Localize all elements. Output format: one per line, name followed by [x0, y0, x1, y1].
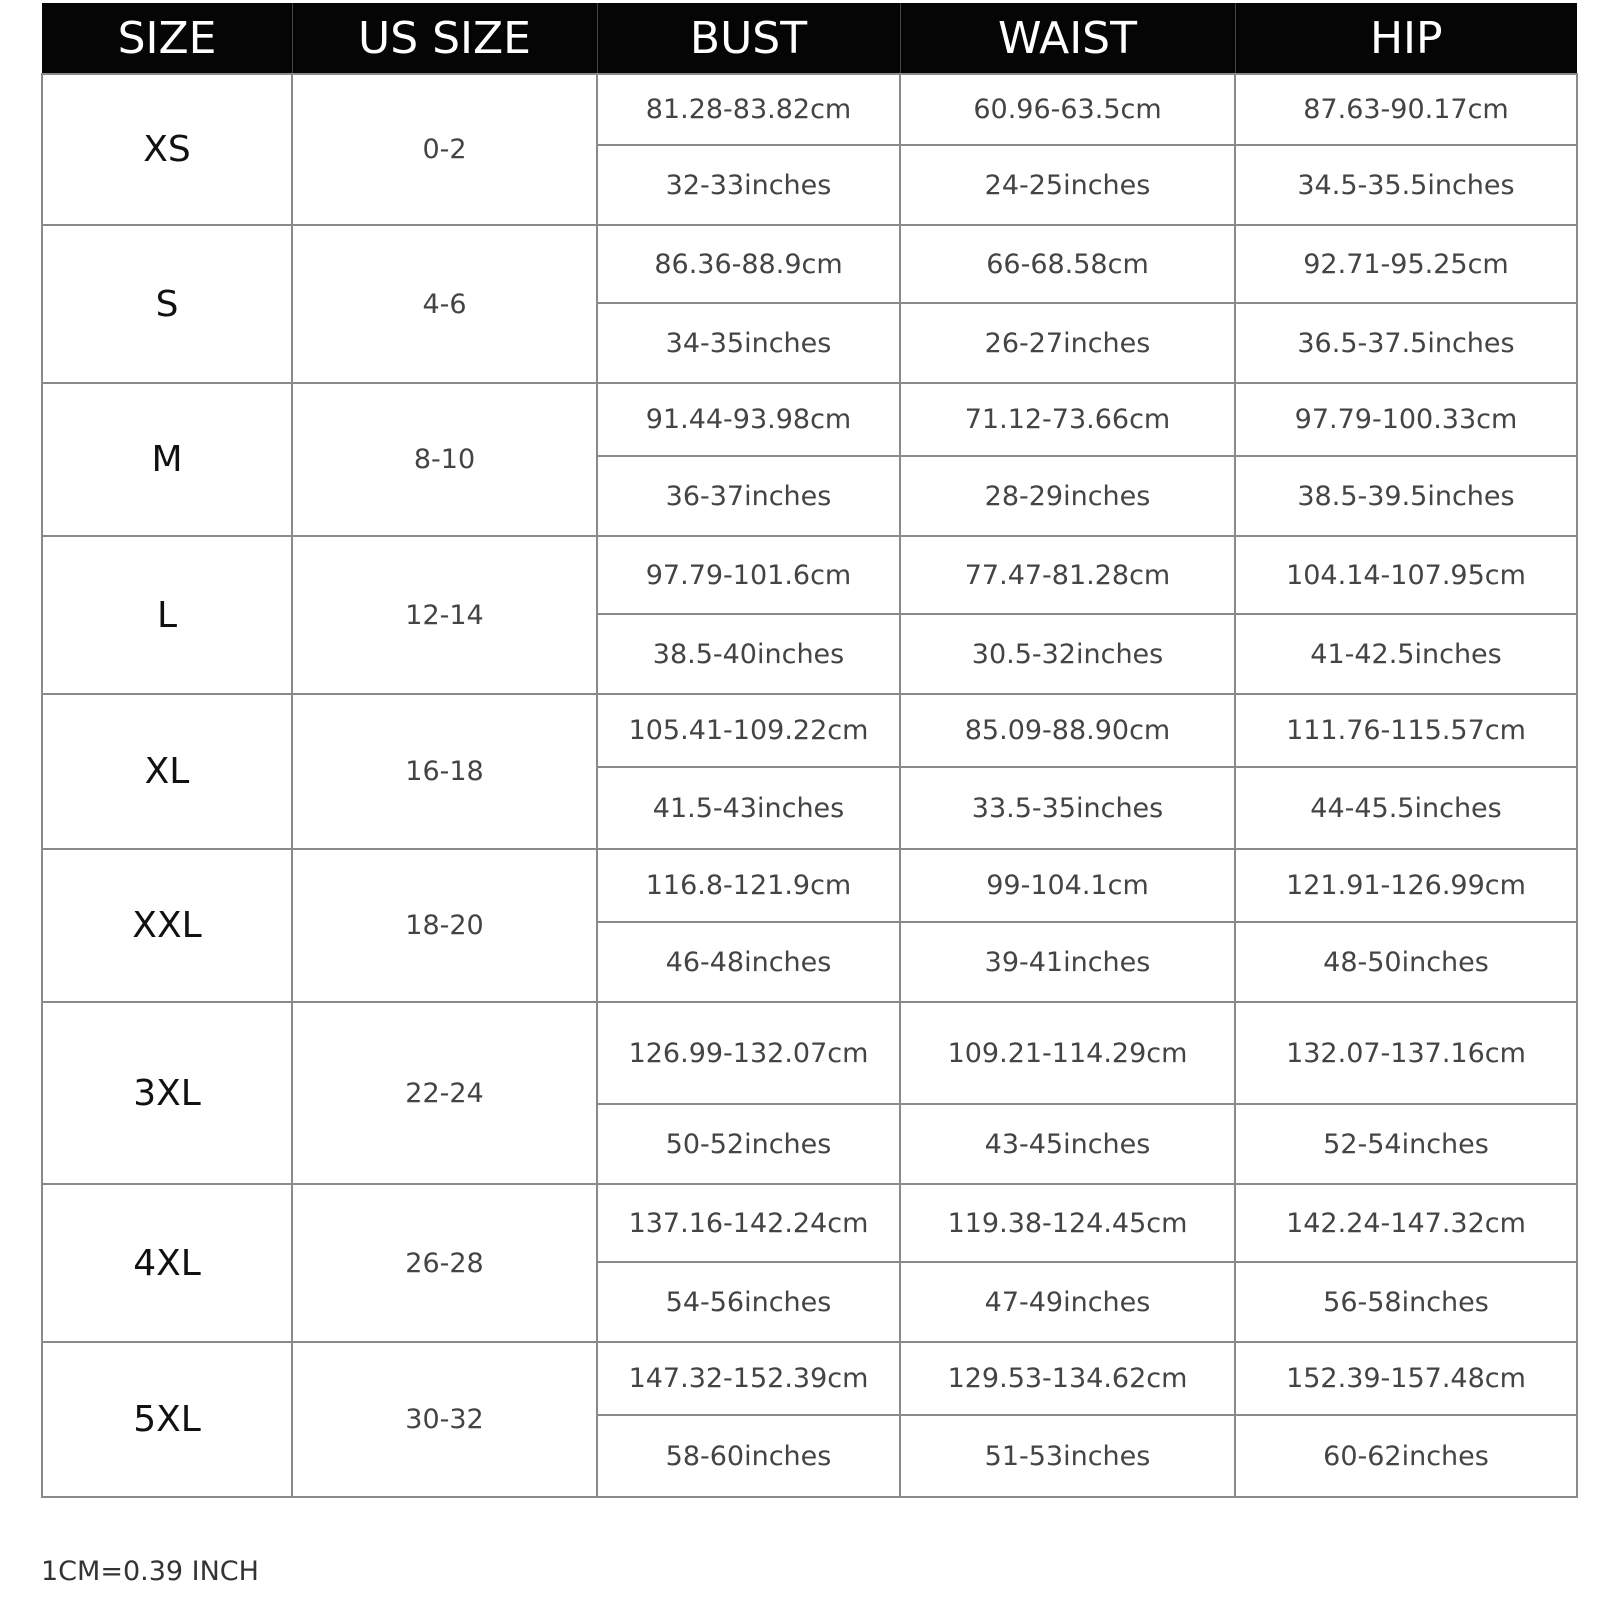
table-row-cm: [42, 1002, 1577, 1104]
bust-cm-value: 116.8-121.9cm: [597, 849, 900, 922]
bust-cm-value: 147.32-152.39cm: [597, 1342, 900, 1415]
table-row-cm: [42, 225, 1577, 303]
hip-cm-value: 132.07-137.16cm: [1235, 1002, 1577, 1104]
us-size-value: 12-14: [292, 536, 597, 694]
table-body: [42, 74, 1577, 1497]
bust-inches-value: 34-35inches: [597, 303, 900, 383]
waist-cm-value: 66-68.58cm: [900, 225, 1235, 303]
us-size-value: 8-10: [292, 383, 597, 536]
header-row: [42, 3, 1577, 74]
conversion-footnote: 1CM=0.39 INCH: [41, 1556, 259, 1587]
size-label: S: [42, 225, 292, 383]
table-row-cm: [42, 383, 1577, 456]
bust-cm-value: 91.44-93.98cm: [597, 383, 900, 456]
hip-inches-value: 48-50inches: [1235, 922, 1577, 1002]
waist-cm-value: 99-104.1cm: [900, 849, 1235, 922]
waist-inches-value: 39-41inches: [900, 922, 1235, 1002]
size-label: XS: [42, 74, 292, 225]
waist-inches-value: 26-27inches: [900, 303, 1235, 383]
hip-inches-value: 44-45.5inches: [1235, 767, 1577, 849]
hip-cm-value: 97.79-100.33cm: [1235, 383, 1577, 456]
hip-inches-value: 41-42.5inches: [1235, 614, 1577, 694]
us-size-value: 30-32: [292, 1342, 597, 1497]
table-row-cm: [42, 694, 1577, 767]
hip-cm-value: 87.63-90.17cm: [1235, 74, 1577, 145]
size-chart: [41, 3, 1576, 1498]
us-size-value: 0-2: [292, 74, 597, 225]
table-row-cm: [42, 849, 1577, 922]
size-label: XL: [42, 694, 292, 849]
hip-inches-value: 60-62inches: [1235, 1415, 1577, 1497]
size-label: L: [42, 536, 292, 694]
waist-cm-value: 60.96-63.5cm: [900, 74, 1235, 145]
bust-inches-value: 32-33inches: [597, 145, 900, 225]
bust-cm-value: 97.79-101.6cm: [597, 536, 900, 614]
table-header: [42, 3, 1577, 74]
table-row-cm: [42, 536, 1577, 614]
us-size-value: 18-20: [292, 849, 597, 1002]
bust-cm-value: 137.16-142.24cm: [597, 1184, 900, 1262]
waist-inches-value: 24-25inches: [900, 145, 1235, 225]
waist-inches-value: 33.5-35inches: [900, 767, 1235, 849]
bust-cm-value: 81.28-83.82cm: [597, 74, 900, 145]
bust-inches-value: 46-48inches: [597, 922, 900, 1002]
bust-inches-value: 38.5-40inches: [597, 614, 900, 694]
size-label: 4XL: [42, 1184, 292, 1342]
us-size-value: 16-18: [292, 694, 597, 849]
hip-cm-value: 111.76-115.57cm: [1235, 694, 1577, 767]
waist-cm-value: 119.38-124.45cm: [900, 1184, 1235, 1262]
waist-inches-value: 47-49inches: [900, 1262, 1235, 1342]
bust-cm-value: 105.41-109.22cm: [597, 694, 900, 767]
waist-cm-value: 77.47-81.28cm: [900, 536, 1235, 614]
waist-cm-value: 109.21-114.29cm: [900, 1002, 1235, 1104]
bust-cm-value: 126.99-132.07cm: [597, 1002, 900, 1104]
hip-inches-value: 36.5-37.5inches: [1235, 303, 1577, 383]
hip-cm-value: 142.24-147.32cm: [1235, 1184, 1577, 1262]
hip-inches-value: 38.5-39.5inches: [1235, 456, 1577, 536]
hip-inches-value: 56-58inches: [1235, 1262, 1577, 1342]
bust-inches-value: 41.5-43inches: [597, 767, 900, 849]
size-label: 3XL: [42, 1002, 292, 1184]
header-us-size: US SIZE: [292, 3, 597, 74]
waist-inches-value: 43-45inches: [900, 1104, 1235, 1184]
hip-cm-value: 104.14-107.95cm: [1235, 536, 1577, 614]
us-size-value: 4-6: [292, 225, 597, 383]
us-size-value: 22-24: [292, 1002, 597, 1184]
header-hip: HIP: [1235, 3, 1577, 74]
size-chart-table: [41, 3, 1578, 1498]
table-row-cm: [42, 1342, 1577, 1415]
bust-inches-value: 36-37inches: [597, 456, 900, 536]
header-waist: WAIST: [900, 3, 1235, 74]
waist-cm-value: 85.09-88.90cm: [900, 694, 1235, 767]
waist-cm-value: 71.12-73.66cm: [900, 383, 1235, 456]
table-row-cm: [42, 74, 1577, 145]
bust-cm-value: 86.36-88.9cm: [597, 225, 900, 303]
waist-inches-value: 30.5-32inches: [900, 614, 1235, 694]
hip-cm-value: 92.71-95.25cm: [1235, 225, 1577, 303]
hip-inches-value: 52-54inches: [1235, 1104, 1577, 1184]
us-size-value: 26-28: [292, 1184, 597, 1342]
waist-inches-value: 28-29inches: [900, 456, 1235, 536]
size-label: M: [42, 383, 292, 536]
header-size: SIZE: [42, 3, 292, 74]
size-label: XXL: [42, 849, 292, 1002]
bust-inches-value: 54-56inches: [597, 1262, 900, 1342]
header-bust: BUST: [597, 3, 900, 74]
hip-inches-value: 34.5-35.5inches: [1235, 145, 1577, 225]
hip-cm-value: 121.91-126.99cm: [1235, 849, 1577, 922]
waist-inches-value: 51-53inches: [900, 1415, 1235, 1497]
hip-cm-value: 152.39-157.48cm: [1235, 1342, 1577, 1415]
waist-cm-value: 129.53-134.62cm: [900, 1342, 1235, 1415]
bust-inches-value: 58-60inches: [597, 1415, 900, 1497]
bust-inches-value: 50-52inches: [597, 1104, 900, 1184]
size-label: 5XL: [42, 1342, 292, 1497]
table-row-cm: [42, 1184, 1577, 1262]
